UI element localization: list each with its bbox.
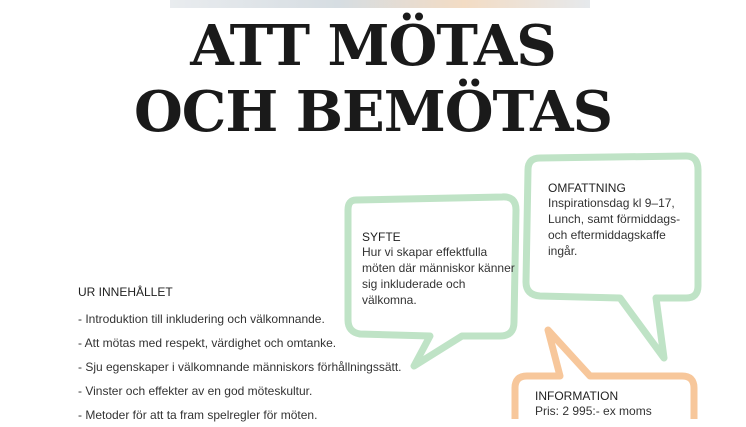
list-item: - Introduktion till inkludering och välkomnande. <box>78 312 325 326</box>
omfattning-line: Lunch, samt förmiddags- <box>548 212 681 226</box>
omfattning-heading: OMFATTNING <box>548 181 626 195</box>
information-price: Pris: 2 995:- ex moms <box>535 404 652 418</box>
contents-section <box>78 285 402 427</box>
contents-list <box>78 307 402 427</box>
list-item: - Metoder för att ta fram spelregler för möten. <box>78 408 318 422</box>
list-item: - Sju egenskaper i välkomnande människors förhållningssätt. <box>78 360 402 374</box>
omfattning-line: och eftermiddagskaffe <box>548 228 666 242</box>
omfattning-line: Inspirationsdag kl 9–17, <box>548 196 675 210</box>
list-item: - Vinster och effekter av en god möteskultur. <box>78 384 313 398</box>
page-title-line-2: OCH BEMÖTAS <box>133 79 613 145</box>
syfte-line: möten där människor känner <box>362 261 515 275</box>
page-title-line-1: ATT MÖTAS <box>190 13 556 79</box>
contents-heading: UR INNEHÅLLET <box>78 285 173 299</box>
information-section <box>535 389 685 419</box>
information-heading: INFORMATION <box>535 389 619 403</box>
omfattning-line: ingår. <box>548 244 578 258</box>
syfte-line: sig inkluderade och välkomna. <box>362 277 466 307</box>
omfattning-section <box>548 181 688 259</box>
syfte-section <box>362 230 522 308</box>
list-item: - Att mötas med respekt, värdighet och omtanke. <box>78 336 337 350</box>
syfte-line: Hur vi skapar effektfulla <box>362 245 488 259</box>
syfte-heading: SYFTE <box>362 230 401 244</box>
